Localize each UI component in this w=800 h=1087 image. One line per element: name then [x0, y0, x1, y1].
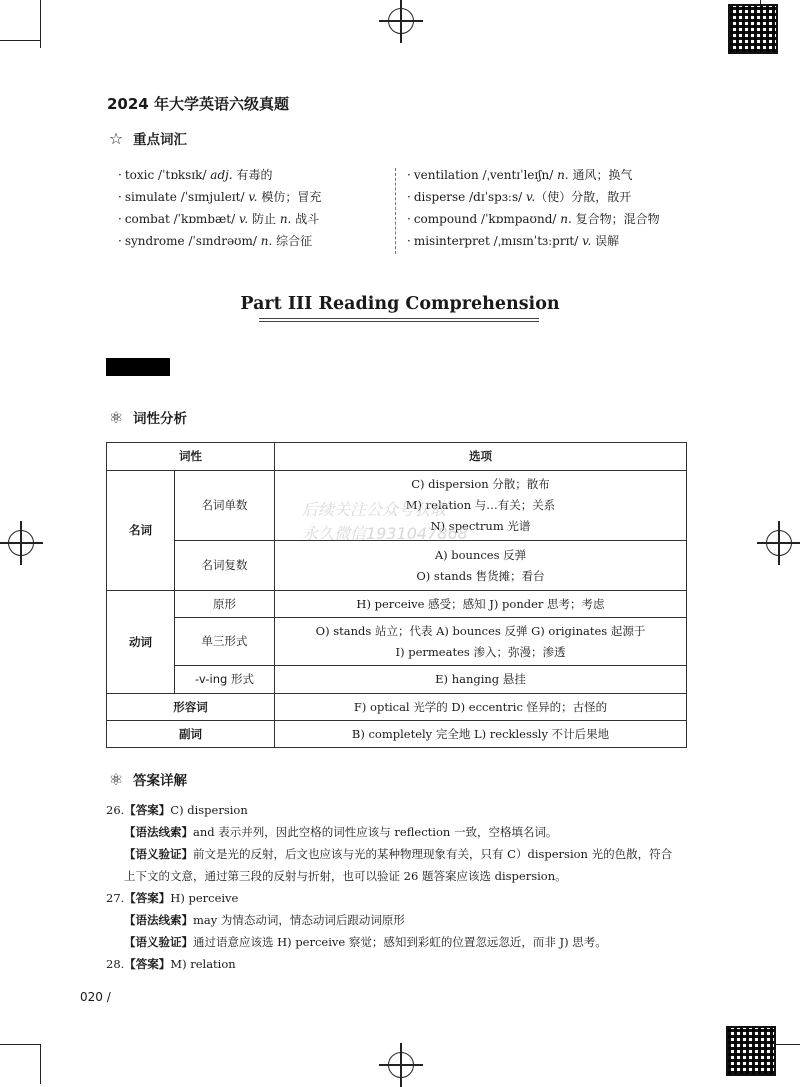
category-cell: 副词 [107, 721, 275, 748]
vocab-list-left [118, 164, 321, 252]
vocab-item: · combat /ˈkɒmbæt/ v. 防止 n. 战斗 [118, 212, 320, 226]
vocab-item: · misinterpret /ˌmɪsɪnˈtɜːprɪt/ v. 误解 [407, 234, 620, 248]
vocab-item: · disperse /dɪˈspɜːs/ v.（使）分散，散开 [407, 190, 632, 204]
subcategory-cell: 名词复数 [175, 541, 275, 591]
table-header-cell: 词性 [107, 443, 275, 471]
category-cell: 形容词 [107, 694, 275, 721]
answer-line: 27.【答案】H) perceive [106, 891, 239, 905]
registration-mark-left [8, 530, 34, 556]
registration-mark-right [766, 530, 792, 556]
redacted-box [106, 358, 170, 376]
pos-table [106, 442, 687, 748]
table-header-cell: 选项 [275, 443, 687, 471]
answer-heading-label: 答案详解 [133, 773, 187, 789]
crop-mark [0, 40, 40, 41]
part-title-rule [259, 321, 539, 322]
options-cell: H) perceive 感受；感知 J) ponder 思考；考虑 [275, 591, 687, 618]
options-cell: E) hanging 悬挂 [275, 666, 687, 694]
table-row [107, 618, 687, 666]
vocab-heading [107, 128, 187, 148]
registration-mark-top [388, 8, 414, 34]
registration-mark-bottom [388, 1052, 414, 1078]
answer-line: 上下文的文意，通过第三段的反射与折射，也可以验证 26 题答案应该选 dispersion。 [124, 869, 567, 883]
options-cell: B) completely 完全地 L) recklessly 不计后果地 [275, 721, 687, 748]
vocab-item: · ventilation /ˌventɪˈleɪʃn/ n. 通风；换气 [407, 168, 633, 182]
answer-line: 【语法线索】and 表示并列，因此空格的词性应该与 reflection 一致，空格填名词。 [124, 825, 558, 839]
molecule-icon: ⚛ [108, 769, 124, 789]
table-row [107, 666, 687, 694]
vocab-item: · compound /ˈkɒmpaʊnd/ n. 复合物；混合物 [407, 212, 660, 226]
table-header-row [107, 443, 687, 471]
answer-line: 【语法线索】may 为情态动词，情态动词后跟动词原形 [124, 913, 405, 927]
category-cell: 动词 [107, 591, 175, 694]
options-cell: A) bounces 反弹 O) stands 售货摊；看台 [275, 541, 687, 591]
subcategory-cell: 原形 [175, 591, 275, 618]
options-cell: O) stands 站立；代表 A) bounces 反弹 G) originates 起源于 I) permeates 渗入；弥漫；渗透 [275, 618, 687, 666]
vocab-item: · simulate /ˈsɪmjuleɪt/ v. 模仿；冒充 [118, 190, 322, 204]
crop-mark [40, 0, 41, 48]
options-cell: C) dispersion 分散；散布 M) relation 与…有关；关系 N) spectrum 光谱 [275, 471, 687, 541]
options-cell: F) optical 光学的 D) eccentric 怪异的；古怪的 [275, 694, 687, 721]
table-row [107, 541, 687, 591]
vocab-heading-label: 重点词汇 [133, 132, 187, 148]
qr-code-top [728, 4, 778, 54]
subcategory-cell: -v-ing 形式 [175, 666, 275, 694]
table-row [107, 591, 687, 618]
vocab-item: · toxic /ˈtɒksɪk/ adj. 有毒的 [118, 168, 273, 182]
category-cell: 名词 [107, 471, 175, 591]
answer-list [106, 799, 696, 975]
vocab-divider [395, 168, 396, 254]
star-icon: ☆ [108, 128, 124, 148]
pos-heading [107, 407, 187, 427]
vocab-list-right [407, 164, 660, 252]
watermark: 后续关注公众号获取 永久微信1931047868 [302, 500, 468, 543]
answer-line: 28.【答案】M) relation [106, 957, 236, 971]
subcategory-cell: 单三形式 [175, 618, 275, 666]
crop-mark [40, 1044, 41, 1084]
page-number: 020 / [80, 990, 111, 1004]
subcategory-cell: 名词单数 [175, 471, 275, 541]
qr-code-bottom [726, 1026, 776, 1076]
molecule-icon: ⚛ [108, 407, 124, 427]
vocab-item: · syndrome /ˈsɪndrəʊm/ n. 综合征 [118, 234, 313, 248]
page-title: 2024 年大学英语六级真题 [107, 95, 289, 113]
table-row [107, 694, 687, 721]
part-title: Part III Reading Comprehension [240, 294, 560, 314]
part-title-rule [259, 318, 539, 319]
table-row [107, 721, 687, 748]
answer-heading [107, 769, 187, 789]
answer-line: 【语义验证】前文是光的反射，后文也应该与光的某种物理现象有关，只有 C）dispersion 光的色散，符合 [124, 847, 673, 861]
pos-heading-label: 词性分析 [133, 411, 187, 427]
crop-mark [0, 1044, 40, 1045]
answer-line: 26.【答案】C) dispersion [106, 803, 248, 817]
answer-line: 【语义验证】通过语意应该选 H) perceive 察觉；感知到彩虹的位置忽远忽近，而非 J) 思考。 [124, 935, 607, 949]
